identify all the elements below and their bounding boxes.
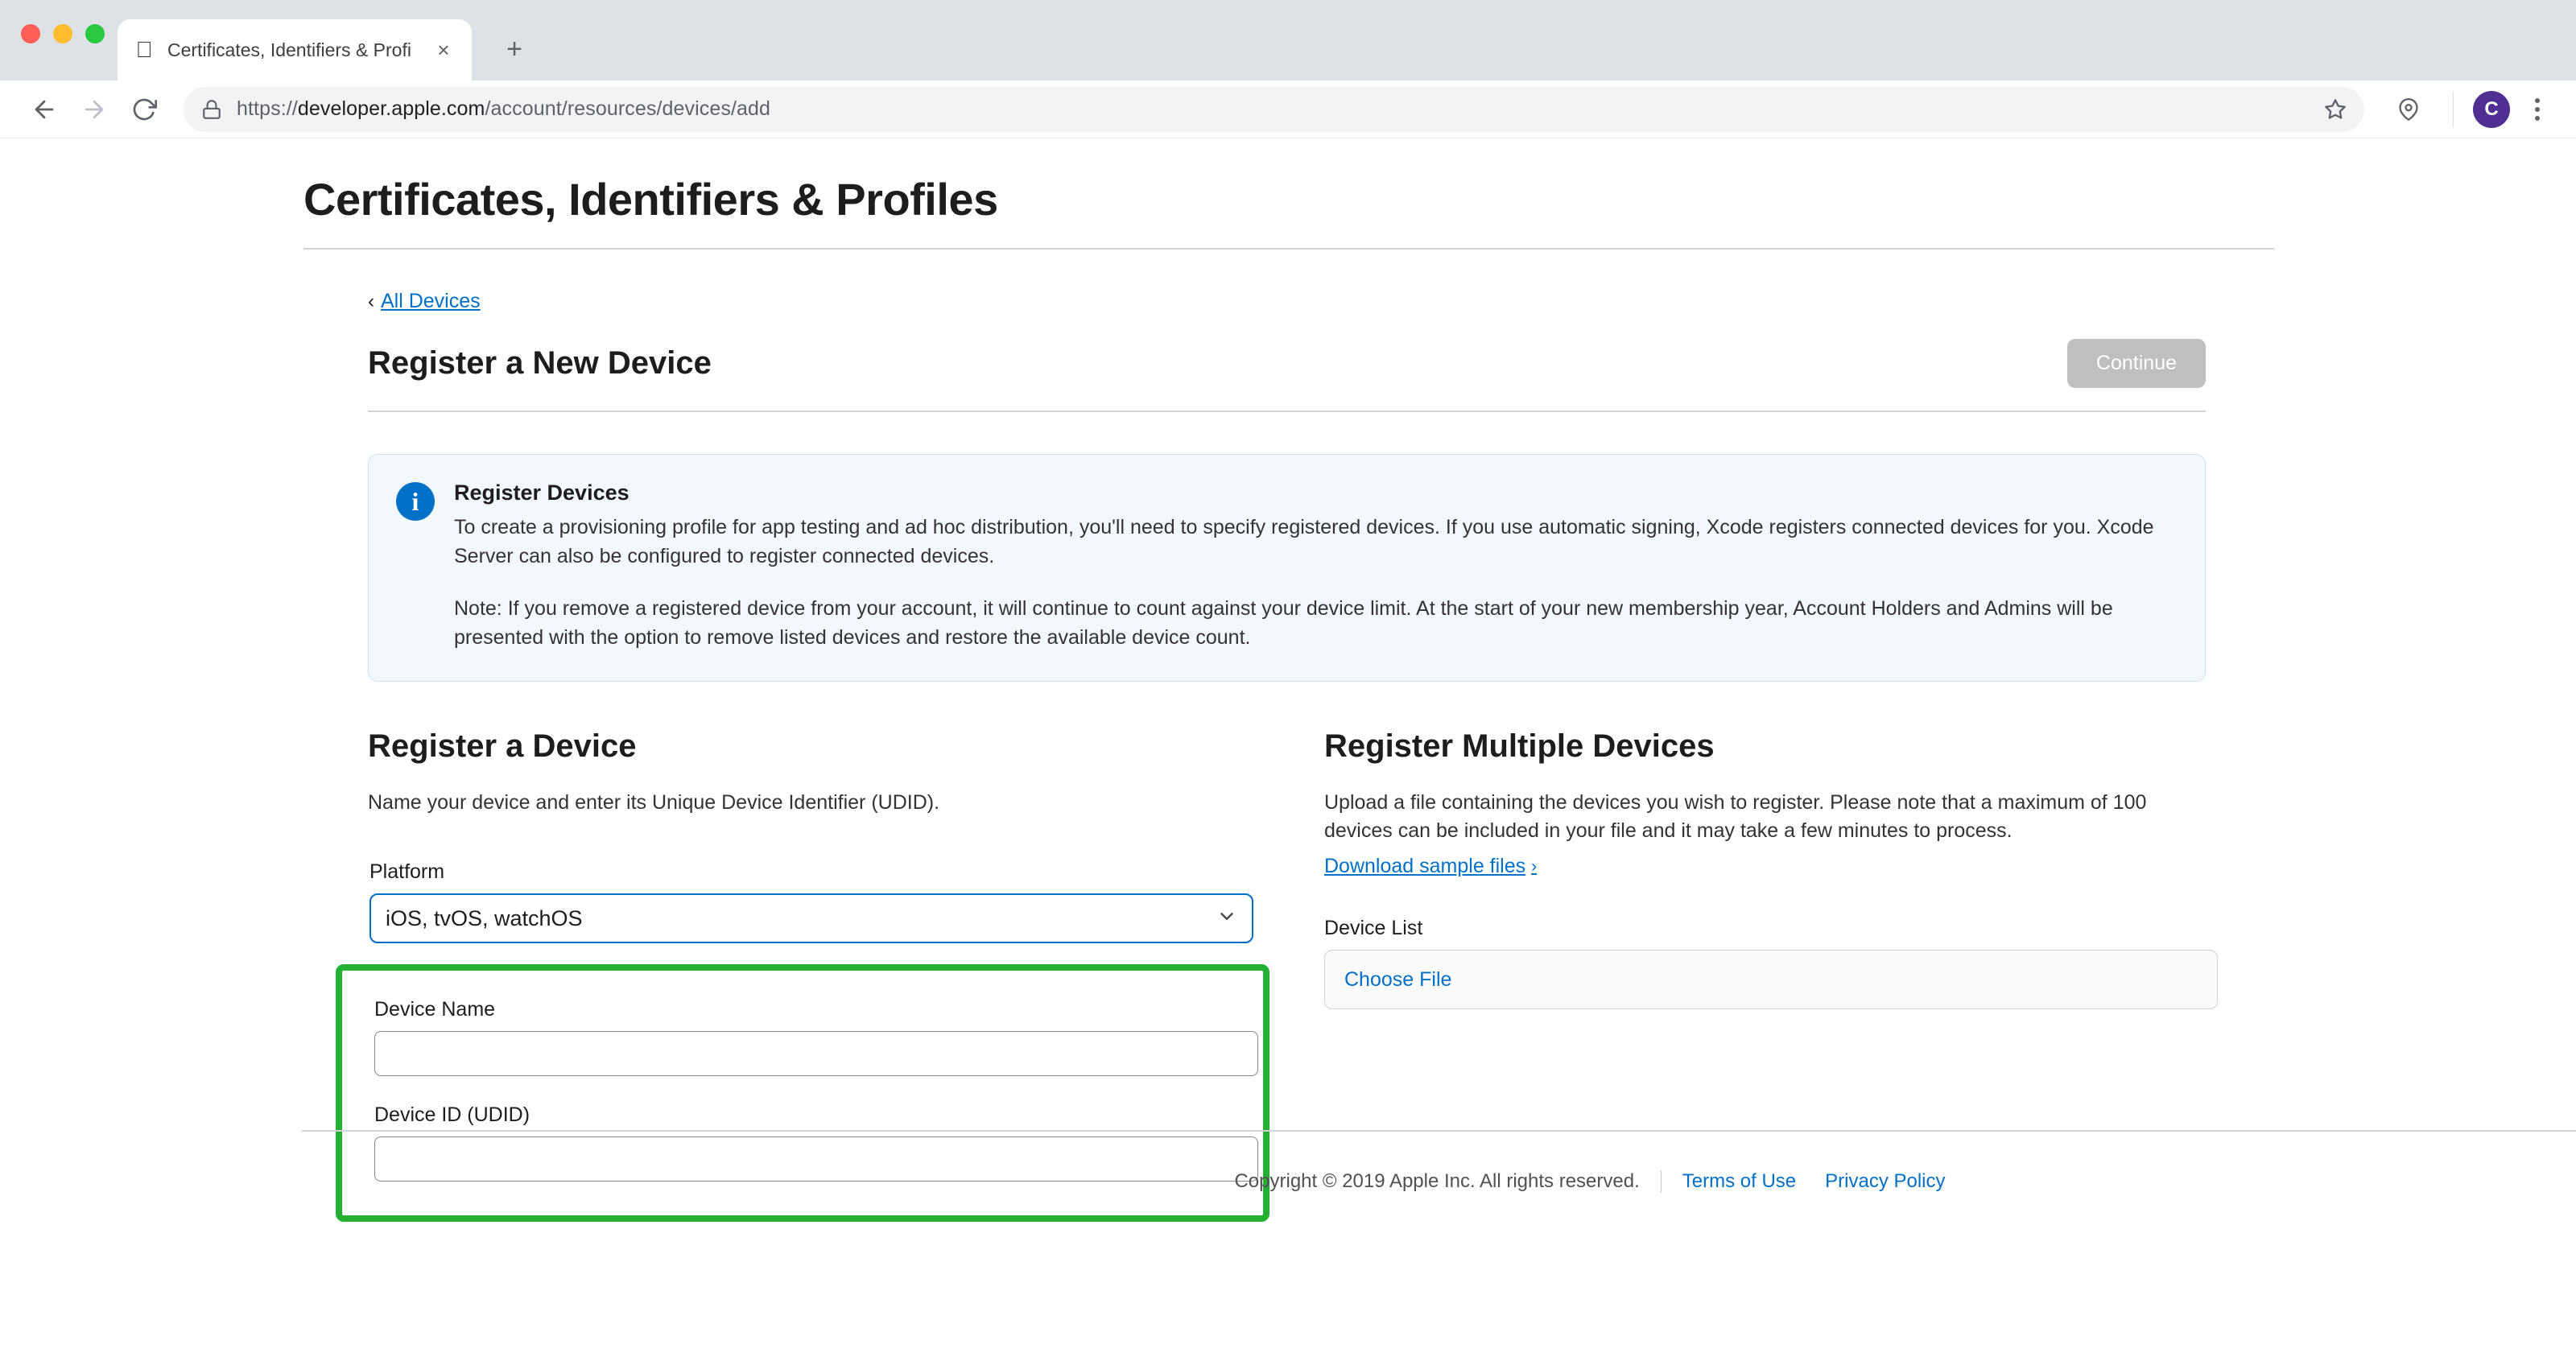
- apple-icon: [132, 38, 156, 62]
- register-multiple-description: Upload a file containing the devices you wish to register. Please note that a maximum of 100 devices can be included in your file and it may take a few minutes to process.: [1324, 791, 2147, 842]
- chevron-right-icon: ›: [1531, 856, 1538, 876]
- register-multiple-title: Register Multiple Devices: [1324, 728, 1715, 764]
- section-title: Register a New Device: [368, 345, 712, 381]
- device-name-input[interactable]: [374, 1031, 1258, 1076]
- footer-separator: [1661, 1170, 1662, 1193]
- device-name-field: [374, 998, 1231, 1076]
- form-columns: [368, 728, 2274, 1222]
- notice-title: Register Devices: [454, 481, 630, 505]
- reload-icon[interactable]: [119, 85, 169, 134]
- platform-select[interactable]: iOS, tvOS, watchOS: [369, 893, 1253, 943]
- choose-file-label: Choose File: [1344, 967, 1452, 991]
- toolbar-divider: [2453, 92, 2454, 127]
- forward-icon[interactable]: [69, 85, 119, 134]
- maximize-window-button[interactable]: [85, 24, 105, 43]
- chevron-left-icon: ‹: [368, 290, 374, 312]
- address-bar[interactable]: [184, 87, 2364, 132]
- avatar[interactable]: C: [2473, 91, 2510, 128]
- device-id-label: Device ID (UDID): [374, 1103, 530, 1126]
- terms-of-use-link[interactable]: Terms of Use: [1682, 1170, 1797, 1192]
- breadcrumb: [368, 290, 2274, 313]
- new-tab-button[interactable]: +: [506, 33, 522, 64]
- page-title: Certificates, Identifiers & Profiles: [303, 139, 2274, 250]
- download-sample-files-link[interactable]: [1324, 855, 1537, 878]
- platform-label: Platform: [369, 860, 445, 883]
- choose-file-button[interactable]: [1324, 950, 2218, 1009]
- register-devices-notice: [368, 454, 2206, 682]
- url-text: https://developer.apple.com/account/resources/devices/add: [237, 97, 771, 120]
- continue-button[interactable]: Continue: [2067, 339, 2206, 388]
- register-multiple-devices-section: [1286, 728, 2203, 1222]
- notice-paragraph-2: Note: If you remove a registered device from your account, it will continue to count against your device limit. At the start of your new membership year, Account Holders and Admins will be presented with the option to remove listed devices and restore the available device count.: [454, 597, 2113, 649]
- browser-menu-button[interactable]: [2518, 87, 2557, 132]
- info-icon: i: [396, 482, 435, 521]
- close-window-button[interactable]: [21, 24, 40, 43]
- notice-paragraph-1: To create a provisioning profile for app testing and ad hoc distribution, you'll need to specify registered devices. If you use automatic signing, Xcode registers connected devices for you. Xcode Server can also be configured to register connected devices.: [454, 516, 2154, 567]
- close-icon[interactable]: ×: [437, 37, 450, 62]
- browser-toolbar: [0, 80, 2576, 138]
- page-content: [0, 139, 2576, 1357]
- tab-strip: [0, 0, 2576, 80]
- platform-field: [369, 860, 1286, 943]
- register-device-description: Name your device and enter its Unique Device Identifier (UDID).: [368, 791, 940, 814]
- download-sample-files-label: Download sample files: [1324, 855, 1526, 877]
- privacy-policy-link[interactable]: Privacy Policy: [1825, 1170, 1946, 1192]
- breadcrumb-all-devices-link[interactable]: All Devices: [381, 290, 481, 312]
- back-icon[interactable]: [19, 85, 69, 134]
- section-header: [368, 339, 2206, 412]
- copyright-text: Copyright © 2019 Apple Inc. All rights reserved.: [1234, 1170, 1640, 1192]
- chevron-down-icon: [1216, 906, 1237, 931]
- device-name-label: Device Name: [374, 998, 496, 1021]
- device-list-label: Device List: [1324, 917, 1423, 939]
- register-a-device-section: [368, 728, 1286, 1222]
- footer: [302, 1170, 2576, 1193]
- lock-icon: [201, 99, 222, 120]
- minimize-window-button[interactable]: [53, 24, 72, 43]
- location-pin-icon[interactable]: [2384, 85, 2434, 134]
- browser-tab[interactable]: [118, 19, 472, 80]
- tab-title: Certificates, Identifiers & Profi: [167, 39, 411, 60]
- register-device-title: Register a Device: [368, 728, 637, 764]
- bookmark-star-icon[interactable]: [2324, 98, 2347, 121]
- window-controls: [21, 24, 105, 43]
- footer-divider: [302, 1130, 2576, 1132]
- toolbar-right: [2379, 85, 2557, 134]
